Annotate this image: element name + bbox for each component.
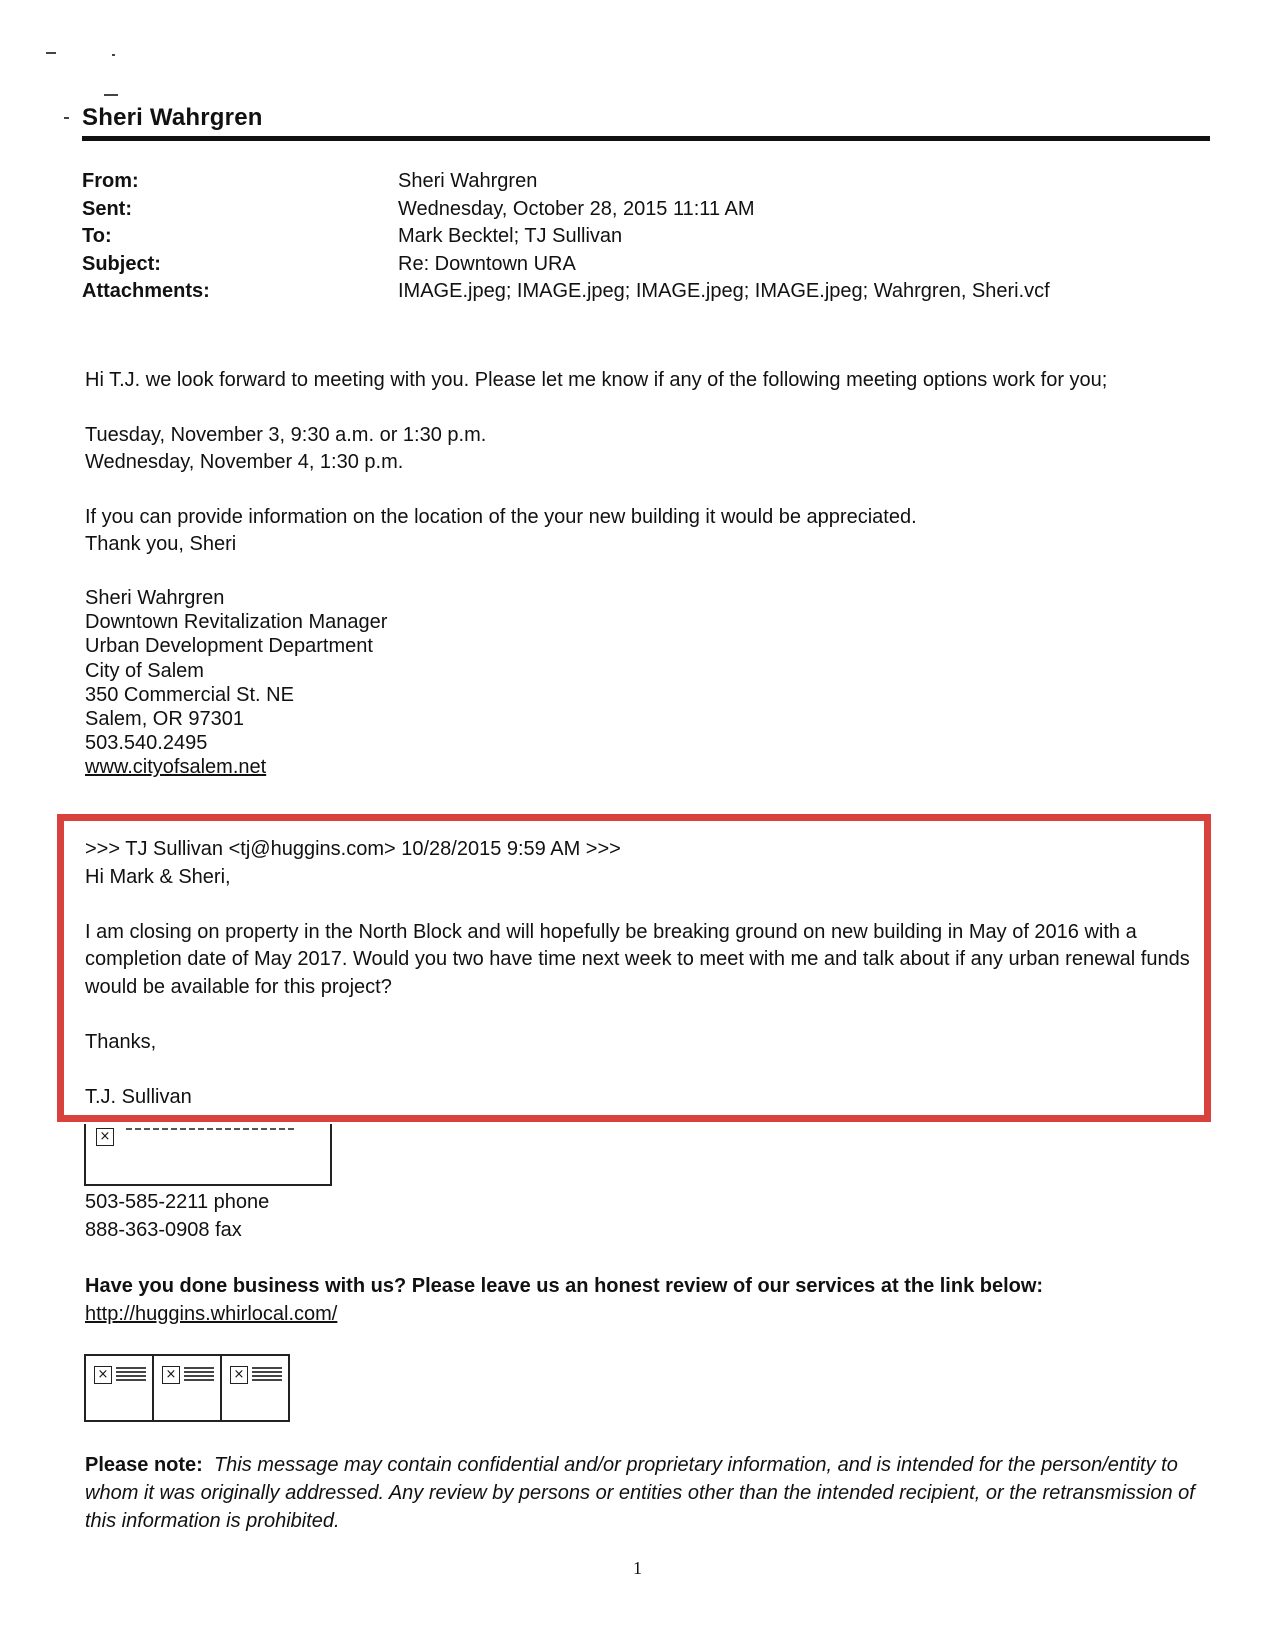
scan-speck: [112, 54, 115, 56]
signature-street: 350 Commercial St. NE: [85, 683, 294, 706]
header-label: Attachments:: [82, 280, 210, 302]
signature-department: Urban Development Department: [85, 635, 373, 658]
header-label: From:: [82, 170, 139, 192]
signature-block: [85, 586, 387, 780]
signature-phone: 503.540.2495: [85, 732, 208, 755]
social-icon-cell[interactable]: [154, 1356, 222, 1420]
body-closing: Thank you, Sheri: [85, 533, 237, 555]
header-value: Sheri Wahrgren: [398, 170, 538, 192]
review-link[interactable]: http://huggins.whirlocal.com/: [85, 1303, 338, 1325]
broken-image-icon: ×: [96, 1128, 114, 1146]
review-section: [85, 1272, 1043, 1328]
scan-speck: [104, 94, 118, 96]
quoted-greeting: Hi Mark & Sheri,: [85, 865, 231, 888]
header-label: Subject:: [82, 252, 161, 275]
header-label: To:: [82, 225, 112, 247]
body-greeting: Hi T.J. we look forward to meeting with you. Please let me know if any of the following meeting options work for you;: [85, 369, 1108, 391]
title-rule: [82, 136, 1210, 141]
social-icons-row: [84, 1354, 290, 1422]
header-value: Re: Downtown URA: [398, 252, 576, 275]
icon-caption-lines: [252, 1367, 282, 1383]
icon-caption-lines: [116, 1367, 146, 1383]
header-value: IMAGE.jpeg; IMAGE.jpeg; IMAGE.jpeg; IMAGE.jpeg; Wahrgren, Sheri.vcf: [398, 280, 1050, 302]
social-icon-cell[interactable]: [222, 1356, 288, 1420]
broken-image-icon: ×: [162, 1366, 180, 1384]
signature-role: Downtown Revitalization Manager: [85, 611, 388, 634]
meeting-option-1: Tuesday, November 3, 9:30 a.m. or 1:30 p.m.: [85, 424, 487, 446]
header-label: Sent:: [82, 197, 132, 220]
body-request: If you can provide information on the location of the your new building it would be appreciated.: [85, 506, 917, 528]
logo-caption-line: [126, 1128, 294, 1130]
icon-caption-lines: [184, 1367, 214, 1383]
quoted-thanks: Thanks,: [85, 1030, 157, 1053]
scan-speck: [46, 52, 56, 54]
header-value: Mark Becktel; TJ Sullivan: [398, 225, 623, 247]
signature-city: Salem, OR 97301: [85, 708, 244, 731]
broken-image-icon: ×: [94, 1366, 112, 1384]
scan-speck: [64, 117, 69, 119]
quoted-message: [85, 836, 1200, 1111]
header-sent: [82, 196, 1050, 224]
signature-org: City of Salem: [85, 659, 204, 682]
page-number: 1: [633, 1558, 642, 1578]
contact-fax: 888-363-0908 fax: [85, 1219, 242, 1241]
meeting-option-2: Wednesday, November 4, 1:30 p.m.: [85, 451, 404, 473]
quoted-header: >>> TJ Sullivan <tj@huggins.com> 10/28/2015 9:59 AM >>>: [85, 838, 621, 860]
review-prompt: Have you done business with us? Please leave us an honest review of our services at the link below:: [85, 1275, 1044, 1297]
contact-phone: 503-585-2211 phone: [85, 1191, 270, 1213]
contact-info: [85, 1188, 269, 1244]
header-value: Wednesday, October 28, 2015 11:11 AM: [398, 197, 755, 220]
note-text: This message may contain confidential and/or proprietary information, and is intended for the person/entity to whom it was originally addressed. Any review by persons or entities other than the intended recipient, or the retransmission of this information is prohibited.: [85, 1454, 1195, 1532]
note-label: Please note:: [85, 1454, 203, 1476]
quoted-body: I am closing on property in the North Block and will hopefully be breaking ground on new building in May of 2016 with a completion date of May 2017. Would you two have time next week to meet with me and talk about if any urban renewal funds would be available for this project?: [85, 920, 1190, 998]
header-subject: [82, 251, 1050, 279]
header-attachments: [82, 278, 1050, 306]
document-title: Sheri Wahrgren: [82, 104, 263, 131]
signature-website-link[interactable]: www.cityofsalem.net: [85, 756, 267, 779]
email-header: [82, 168, 1050, 306]
quoted-signoff: T.J. Sullivan: [85, 1085, 192, 1108]
broken-image-icon: ×: [230, 1366, 248, 1384]
header-to: [82, 223, 1050, 251]
header-from: [82, 168, 1050, 196]
logo-placeholder: [84, 1124, 332, 1186]
social-icon-cell[interactable]: [86, 1356, 154, 1420]
signature-name: Sheri Wahrgren: [85, 587, 225, 609]
confidentiality-note: [85, 1451, 1215, 1535]
